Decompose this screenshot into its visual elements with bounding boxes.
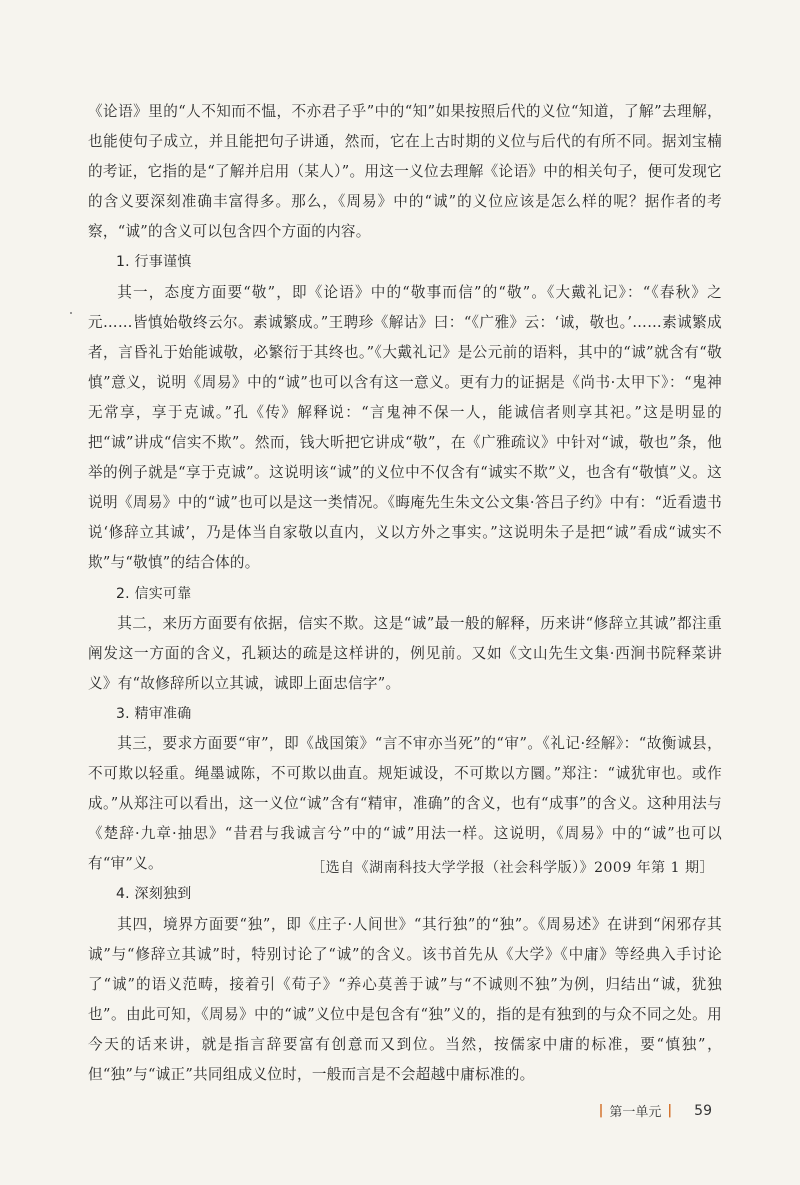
section-heading-4: 4. 深刻独到 (116, 886, 192, 903)
page-footer (593, 1101, 712, 1120)
paragraph-1: 其一，态度方面要“敬”，即《论语》中的“敬事而信”的“敬”。《大戴礼记》：“《春秋》之元……皆慎始敬终云尔。素诚繁成。”王聘珍《解诂》曰：“《广雅》云：‘诚，敬也。’……素诚繁成者，言昏礼于始能诚敬，必繁衍于其终也。”《大戴礼记》是公元前的语料，其中的“诚”就含有“敬慎”意义，说明《周易》中的“诚”也可以含有这一意义。更有力的证据是《尚书·太甲下》：“鬼神无常享，享于克诚。”孔《传》解释说：“言鬼神不保一人，能诚信者则享其祀。”这是明显的把“诚”讲成“信实不欺”。然而，钱大昕把它讲成“敬”，在《广雅疏议》中针对“诚，敬也”条，他举的例子就是“享于克诚”。这说明该“诚”的义位中不仅含有“诚实不欺”义，也含有“敬慎”义。这说明《周易》中的“诚”也可以是这一类情况。《晦庵先生朱文公文集·答吕子约》中有：“近看遗书说‘修辞立其诚’，乃是体当自家敬以直内，义以方外之事实。”这说明朱子是把“诚”看成“诚实不欺”与“敬慎”的结合体的。 (88, 283, 722, 572)
footer-divider-right: | (667, 1103, 673, 1118)
section-heading-3: 3. 精审准确 (116, 705, 192, 722)
paragraph-2: 其二，来历方面要有依据，信实不欺。这是“诚”最一般的解释，历来讲“修辞立其诚”都注重阐发这一方面的含义，孔颖达的疏是这样讲的，例见前。又如《文山先生文集·西涧书院释菜讲义》有“故修辞所以立其诚，诚即上面忠信字”。 (88, 614, 722, 692)
paragraph-4: 其四，境界方面要“独”，即《庄子·人间世》“其行独”的“独”。《周易述》在讲到“闲邪存其诚”与“修辞立其诚”时，特别讨论了“诚”的含义。该书首先从《大学》《中庸》等经典入手讨论了“诚”的语义范畴，接着引《荀子》“养心莫善于诚”与“不诚则不独”为例，归结出“诚，犹独也”。由此可知，《周易》中的“诚”义位中是包含有“独”义的，指的是有独到的与众不同之处。用今天的话来讲，就是指言辞要富有创意而又到位。当然，按儒家中庸的标准，要“慎独”，但“独”与“诚正”共同组成义位时，一般而言是不会超越中庸标准的。 (88, 915, 722, 1083)
intro-paragraph: 《论语》里的“人不知而不愠，不亦君子乎”中的“知”如果按照后代的义位“知道，了解”去理解，也能使句子成立，并且能把句子讲通，然而，它在上古时期的义位与后代的有所不同。据刘宝楠的考证，它指的是“了解并启用（某人）”。用这一义位去理解《论语》中的相关句子，便可发现它的含义要深刻准确丰富得多。那么，《周易》中的“诚”的义位应该是怎么样的呢？据作者的考察，“诚”的含义可以包含四个方面的内容。 (88, 103, 722, 241)
article-body (88, 97, 722, 1090)
section-heading-1: 1. 行事谨慎 (116, 254, 192, 271)
section-heading-2: 2. 信实可靠 (116, 585, 192, 602)
source-citation: ［选自《湖南科技大学学报（社会科学版）》2009 年第 1 期］ (311, 860, 714, 876)
footer-divider-left: | (598, 1103, 604, 1118)
unit-label: 第一单元 (609, 1105, 662, 1120)
paragraph-3: 其三，要求方面要“审”，即《战国策》“言不审亦当死”的“审”。《礼记·经解》：“故衡诚县，不可欺以轻重。绳墨诚陈，不可欺以曲直。规矩诚设，不可欺以方圜。”郑注：“诚犹审也。或作成。”从郑注可以看出，这一义位“诚”含有“精审，准确”的含义，也有“成事”的含义。这种用法与《楚辞·九章·抽思》“昔君与我诚言兮”中的“诚”用法一样。这说明，《周易》中的“诚”也可以有“审”义。 (88, 734, 722, 873)
page-number: 59 (694, 1102, 712, 1119)
scan-speck (70, 312, 72, 314)
